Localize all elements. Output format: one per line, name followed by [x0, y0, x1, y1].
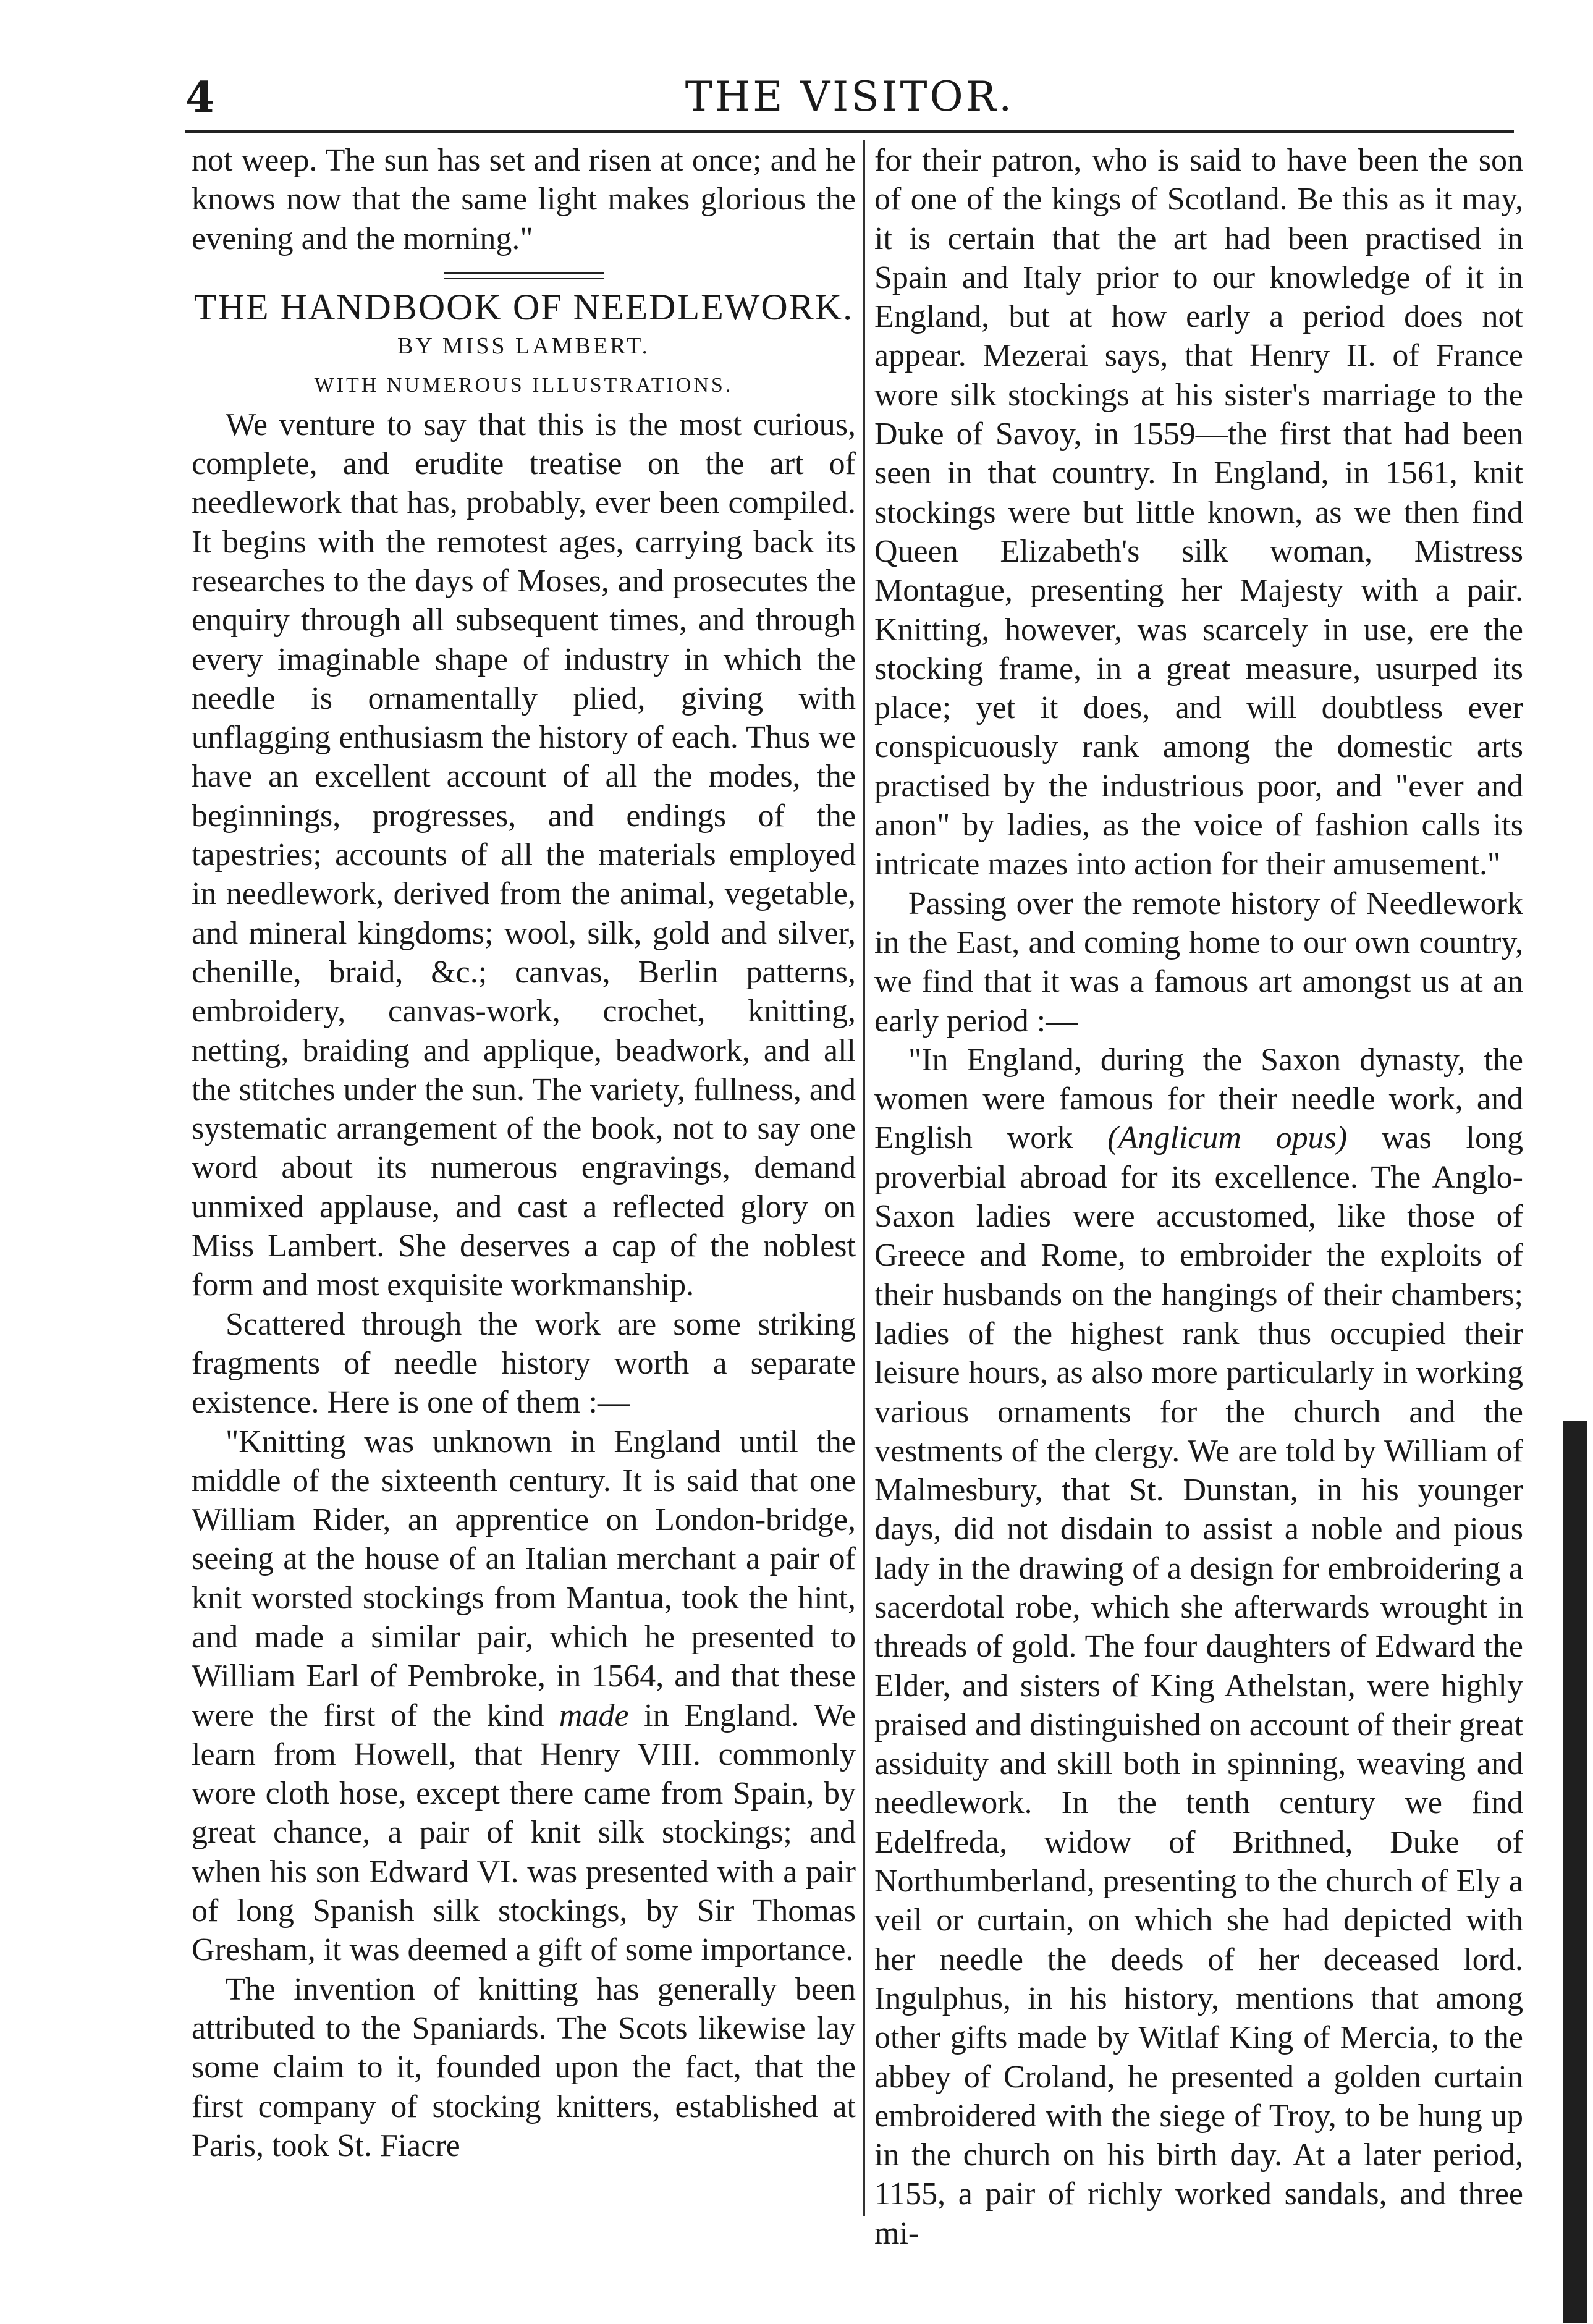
header-rule — [185, 130, 1514, 133]
text-run: "Knitting was unknown in England until the middle of the sixteenth century. It is said that one William Rider, an apprentice on London-bridge, seeing at the house of an Italian merchant a pair of knit worsted stockings from Mantua, took the hint, and made a similar pair, which he presented to William Earl of Pembroke, in 1564, and that these were the first of the kind — [192, 1424, 856, 1733]
right-column — [874, 141, 1523, 2253]
left-column — [192, 141, 856, 2165]
column-divider — [863, 140, 865, 2216]
scan-edge-shadow — [1563, 1421, 1587, 2323]
paragraph: We venture to say that this is the most curious, complete, and erudite treatise on the art of needlework that has, probably, ever been compiled. It begins with the remotest ages, carrying back its researches to the days of Moses, and prosecutes the enquiry through all subsequent times, and through every imaginable shape of industry in which the needle is ornamentally plied, giving with unflagging enthusiasm the history of each. Thus we have an excellent account of all the modes, the beginnings, progresses, and endings of the tapestries; accounts of all the materials employed in needlework, derived from the animal, vegetable, and mineral kingdoms; wool, silk, gold and silver, chenille, braid, &c.; canvas, Berlin patterns, embroidery, canvas-work, crochet, knitting, netting, braiding and applique, beadwork, and all the stitches under the sun. The variety, fullness, and systematic arrangement of the book, not to say one word about its numerous engravings, demand unmixed applause, and cast a reflected glory on Miss Lambert. She deserves a cap of the noblest form and most exquisite workmanship. — [192, 407, 856, 1303]
text-run: "In England, during the Saxon dynasty, the women were famous for their needle work, and English work — [874, 1042, 1523, 1156]
running-title: THE VISITOR. — [685, 73, 1015, 120]
paragraph: for their patron, who is said to have been the son of one of the kings of Scotland. Be this as it may, it is certain that the art had been practised in Spain and Italy prior to our knowledge of it in England, but at how early a period does not appear. Mezerai says, that Henry II. of France wore silk stockings at his sister's marriage to the Duke of Savoy, in 1559—the first that had been seen in that country. In England, in 1561, knit stockings were but little known, as we then find Queen Elizabeth's silk woman, Mistress Montague, presenting her Majesty with a pair. Knitting, however, was scarcely in use, ere the stocking frame, in a great measure, usurped its place; yet it does, and will doubtless ever conspicuously rank among the domestic arts practised by the industrious poor, and "ever and anon" by ladies, as the voice of fashion calls its intricate mazes into action for their amusement." — [874, 143, 1523, 882]
paragraph: The invention of knitting has generally been attributed to the Spaniards. The Scots likewise lay some claim to it, founded upon the fact, that the first company of stocking knitters, established at Paris, took St. Fiacre — [192, 1971, 856, 2163]
quoted-paragraph — [874, 1041, 1523, 2253]
page-number: 4 — [185, 73, 215, 122]
paragraph: Passing over the remote history of Needlework in the East, and coming home to our own country, we find that it was a famous art amongst us at an early period :— — [874, 885, 1523, 1039]
italic-text: (Anglicum opus) — [1107, 1120, 1348, 1156]
italic-text: made — [559, 1697, 629, 1733]
text-run: in England. We learn from Howell, that Henry VIII. commonly wore cloth hose, except there came from Spain, by great chance, a pair of knit silk stockings; and when his son Edward VI. was presented with a pair of long Spanish silk stockings, by Sir Thomas Gresham, it was deemed a gift of some importance. — [192, 1697, 856, 1968]
subtitle: WITH NUMEROUS ILLUSTRATIONS. — [314, 374, 733, 397]
article-title: THE HANDBOOK OF NEEDLEWORK. — [193, 286, 854, 327]
text-run: was long proverbial abroad for its excellence. The Anglo-Saxon ladies were accustomed, like those of Greece and Rome, to embroider the exploits of their husbands on the hangings of their chambers; ladies of the highest rank thus occupied their leisure hours, as also more particularly in working various ornaments for the church and the vestments of the clergy. We are told by William of Malmesbury, that St. Dunstan, in his younger days, did not disdain to assist a noble and pious lady in the drawing of a design for embroidering a sacerdotal robe, which she afterwards wrought in threads of gold. The four daughters of Edward the Elder, and sisters of King Athelstan, were highly praised and distinguished on account of their great assiduity and skill both in spinning, weaving and needlework. In the tenth century we find Edelfreda, widow of Brithned, Duke of Northumberland, presenting to the church of Ely a veil or curtain, on which she had depicted with her needle the deeds of her deceased lord. Ingulphus, in his history, mentions that among other gifts made by Witlaf King of Mercia, to the abbey of Croland, he presented a golden curtain embroidered with the siege of Troy, to be hung up in the church on his birth day. At a later period, 1155, a pair of richly worked sandals, and three mi- — [874, 1120, 1524, 2251]
quoted-paragraph — [192, 1422, 856, 1970]
page-header — [185, 73, 1514, 135]
section-divider — [444, 272, 604, 279]
paragraph: Scattered through the work are some striking fragments of needle history worth a separate existence. Here is one of them :— — [192, 1306, 856, 1421]
paragraph: not weep. The sun has set and risen at once; and he knows now that the same light makes glorious the evening and the morning." — [192, 143, 856, 256]
byline: BY MISS LAMBERT. — [397, 333, 651, 360]
